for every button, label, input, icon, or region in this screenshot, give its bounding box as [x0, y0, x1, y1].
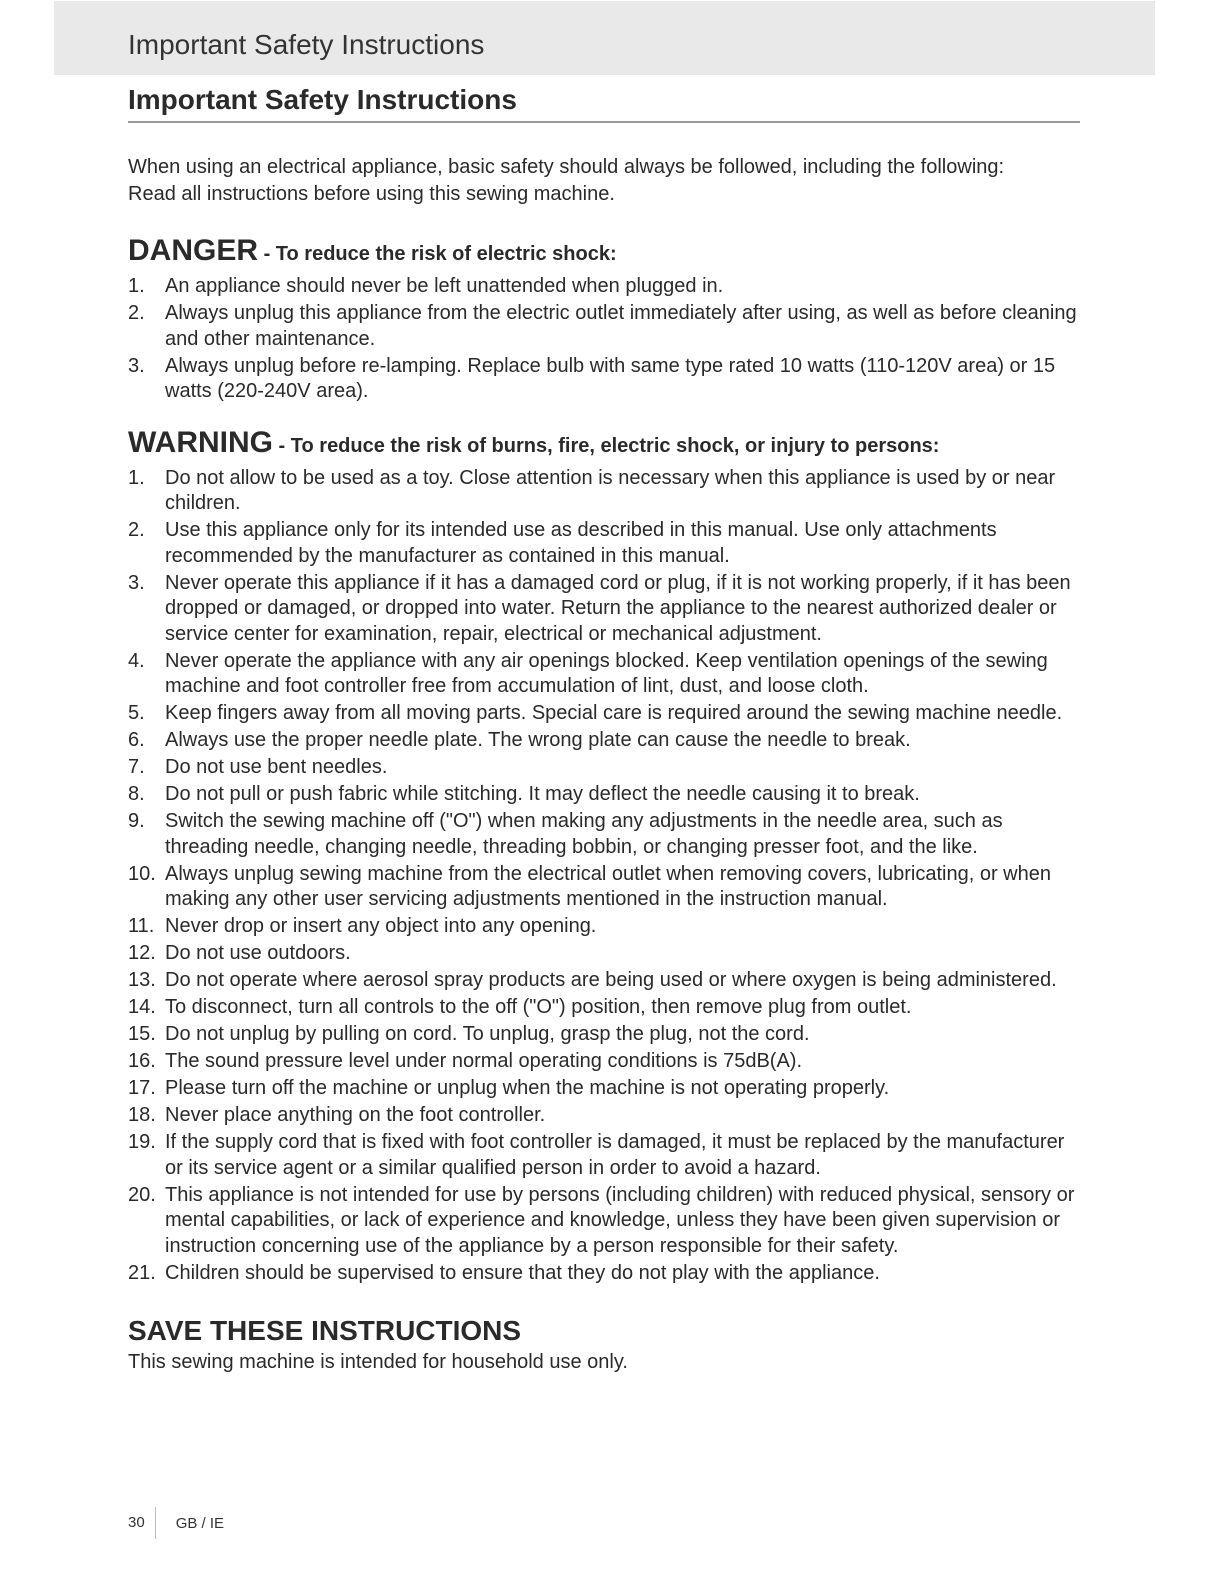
list-item-number: 7. [128, 756, 145, 778]
list-item-number: 11. [128, 915, 155, 937]
list-item [128, 1076, 1080, 1102]
list-item [128, 649, 1080, 700]
warning-heading [128, 425, 1080, 466]
list-item [128, 941, 1080, 967]
list-item-number: 21. [128, 1261, 156, 1284]
list-item-number: 14. [128, 996, 156, 1018]
header-band [54, 1, 1155, 75]
household-use-note: This sewing machine is intended for household use only. [128, 1351, 628, 1373]
list-item [128, 809, 1080, 860]
list-item-text: Do not use outdoors. [165, 942, 351, 964]
list-item-text: Use this appliance only for its intended use as described in this manual. Use only attachments recommended by the manufacturer as contained in this manual. [165, 519, 997, 567]
list-item [128, 518, 1080, 569]
list-item-text: Never operate this appliance if it has a damaged cord or plug, if it is not working properly, if it has been dropped or damaged, or dropped into water. Return the appliance to the nearest authorized dealer or service center for examination, repair, electrical or mechanical adjustment. [165, 571, 1071, 645]
page-content [128, 82, 1080, 1376]
list-item [128, 274, 1080, 300]
save-instructions-heading: SAVE THESE INSTRUCTIONS [128, 1315, 522, 1346]
list-item [128, 301, 1080, 352]
list-item-number: 2. [128, 519, 145, 541]
page-footer [128, 1507, 224, 1539]
list-item-number: 15. [128, 1023, 156, 1045]
list-item [128, 995, 1080, 1021]
list-item-text: This appliance is not intended for use by persons (including children) with reduced physical, sensory or mental capabilities, or lack of experience and knowledge, unless they have been given supervision or instruction concerning use of the appliance by a person responsible for their safety. [165, 1183, 1075, 1257]
list-item-number: 10. [128, 862, 156, 885]
list-item [128, 782, 1080, 808]
list-item [128, 755, 1080, 781]
list-item-text: Always unplug before re-lamping. Replace bulb with same type rated 10 watts (110-120V area) or 15 watts (220-240V area). [165, 354, 1056, 402]
list-item-text: Always use the proper needle plate. The wrong plate can cause the needle to break. [165, 729, 911, 751]
list-item-text: Do not operate where aerosol spray products are being used or where oxygen is being administered. [165, 969, 1057, 991]
list-item [128, 914, 1080, 940]
list-item [128, 862, 1080, 913]
list-item [128, 728, 1080, 754]
list-item-number: 5. [128, 702, 145, 724]
list-item-text: Do not allow to be used as a toy. Close attention is necessary when this appliance is used by or near children. [165, 466, 1056, 514]
list-item [128, 571, 1080, 648]
danger-list [128, 274, 1080, 405]
warning-keyword: WARNING [128, 425, 273, 459]
list-item-text: Do not unplug by pulling on cord. To unplug, grasp the plug, not the cord. [165, 1023, 810, 1045]
list-item [128, 466, 1080, 517]
list-item-text: To disconnect, turn all controls to the off ("O") position, then remove plug from outlet. [165, 996, 912, 1018]
list-item [128, 354, 1080, 405]
list-item [128, 1183, 1080, 1260]
list-item-text: The sound pressure level under normal operating conditions is 75dB(A). [165, 1050, 803, 1072]
header-band-title: Important Safety Instructions [128, 29, 485, 60]
list-item-text: Do not pull or push fabric while stitching. It may deflect the needle causing it to break. [165, 783, 920, 805]
list-item-text: Never operate the appliance with any air openings blocked. Keep ventilation openings of the sewing machine and foot controller free from accumulation of lint, dust, and loose cloth. [165, 649, 1048, 697]
list-item [128, 1130, 1080, 1181]
list-item-text: Always unplug this appliance from the electric outlet immediately after using, as well as before cleaning and other maintenance. [165, 302, 1077, 350]
list-item-text: Children should be supervised to ensure that they do not play with the appliance. [165, 1261, 880, 1284]
list-item [128, 701, 1080, 727]
list-item-number: 12. [128, 942, 156, 964]
list-item-text: Always unplug sewing machine from the electrical outlet when removing covers, lubricating, or when making any other user servicing adjustments mentioned in the instruction manual. [165, 862, 1051, 910]
list-item [128, 1022, 1080, 1048]
list-item [128, 1049, 1080, 1075]
list-item-number: 9. [128, 810, 145, 832]
danger-keyword: DANGER [128, 234, 259, 267]
list-item-text: An appliance should never be left unattended when plugged in. [165, 275, 724, 297]
list-item [128, 968, 1080, 994]
warning-subtitle: - To reduce the risk of burns, fire, electric shock, or injury to persons: [273, 434, 940, 457]
list-item-text: Switch the sewing machine off ("O") when making any adjustments in the needle area, such as threading needle, changing needle, threading bobbin, or changing presser foot, and the like. [165, 810, 1003, 858]
page-title: Important Safety Instructions [128, 82, 1080, 123]
list-item-text: If the supply cord that is fixed with foot controller is damaged, it must be replaced by the manufacturer or its service agent or a similar qualified person in order to avoid a hazard. [165, 1131, 1065, 1179]
intro-line-1: When using an electrical appliance, basic safety should always be followed, including the following: [128, 156, 1005, 178]
list-item-number: 19. [128, 1131, 156, 1153]
list-item-text: Keep fingers away from all moving parts. Special care is required around the sewing machine needle. [165, 702, 1063, 724]
list-item-number: 18. [128, 1104, 156, 1126]
list-item-text: Never place anything on the foot controller. [165, 1104, 546, 1126]
intro-line-2: Read all instructions before using this sewing machine. [128, 183, 615, 205]
list-item-number: 17. [128, 1077, 156, 1099]
list-item-number: 20. [128, 1183, 156, 1206]
list-item-number: 2. [128, 302, 145, 324]
danger-heading [128, 233, 1080, 274]
list-item [128, 1261, 1080, 1287]
list-item-number: 3. [128, 571, 145, 594]
intro-paragraph [128, 154, 1080, 208]
list-item-number: 1. [128, 466, 145, 489]
region-label: GB / IE [175, 1514, 225, 1532]
danger-subtitle: - To reduce the risk of electric shock: [258, 243, 617, 265]
list-item-number: 1. [128, 275, 145, 297]
list-item-number: 16. [128, 1050, 156, 1072]
list-item-number: 4. [128, 649, 145, 672]
list-item-number: 3. [128, 354, 145, 377]
page-number: 30 [128, 1507, 156, 1539]
list-item-text: Never drop or insert any object into any opening. [165, 915, 597, 937]
list-item-number: 8. [128, 783, 145, 805]
list-item-text: Do not use bent needles. [165, 756, 388, 778]
list-item [128, 1103, 1080, 1129]
warning-list [128, 466, 1080, 1287]
list-item-number: 13. [128, 969, 156, 991]
list-item-text: Please turn off the machine or unplug when the machine is not operating properly. [165, 1077, 890, 1099]
list-item-number: 6. [128, 729, 145, 751]
